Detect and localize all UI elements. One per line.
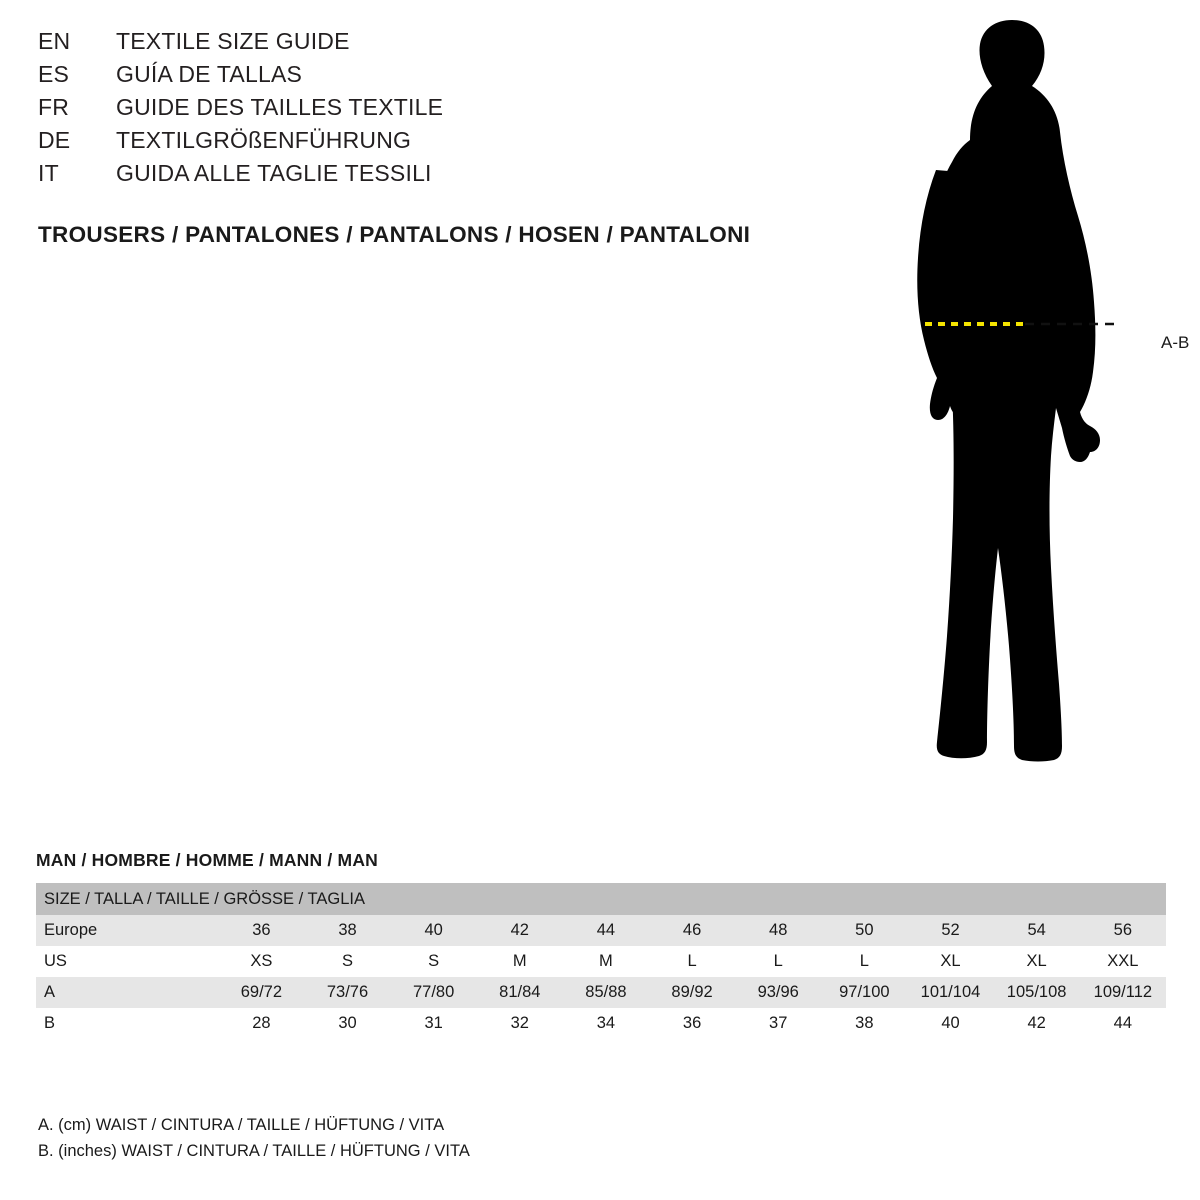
cell: 48 bbox=[735, 915, 821, 946]
cell: 50 bbox=[821, 915, 907, 946]
language-row bbox=[38, 94, 798, 127]
footnote-a: A. (cm) WAIST / CINTURA / TAILLE / HÜFTUNG / VITA bbox=[38, 1116, 445, 1134]
table-caption: MAN / HOMBRE / HOMME / MANN / MAN bbox=[36, 850, 378, 870]
cell: 44 bbox=[1080, 1008, 1166, 1039]
cell: 28 bbox=[218, 1008, 304, 1039]
measure-label-ab: A-B bbox=[1161, 333, 1190, 352]
language-header-block bbox=[38, 28, 798, 193]
cell: 42 bbox=[477, 915, 563, 946]
cell: 97/100 bbox=[821, 977, 907, 1008]
table-row bbox=[36, 1008, 1166, 1039]
garment-type-title: TROUSERS / PANTALONES / PANTALONS / HOSEN / PANTALONI bbox=[38, 222, 751, 247]
table-row bbox=[36, 946, 1166, 977]
language-title: TEXTILGRÖßENFÜHRUNG bbox=[116, 127, 412, 153]
size-table-section bbox=[36, 850, 1166, 1039]
cell: 105/108 bbox=[994, 977, 1080, 1008]
row-label: Europe bbox=[36, 915, 218, 946]
cell: 69/72 bbox=[218, 977, 304, 1008]
footnotes-block bbox=[38, 1112, 838, 1164]
row-label: B bbox=[36, 1008, 218, 1039]
cell: XL bbox=[994, 946, 1080, 977]
cell: M bbox=[477, 946, 563, 977]
cell: 37 bbox=[735, 1008, 821, 1039]
language-title: GUÍA DE TALLAS bbox=[116, 61, 303, 87]
cell: 36 bbox=[649, 1008, 735, 1039]
cell: XL bbox=[907, 946, 993, 977]
cell: 34 bbox=[563, 1008, 649, 1039]
cell: 56 bbox=[1080, 915, 1166, 946]
cell: 89/92 bbox=[649, 977, 735, 1008]
cell: 44 bbox=[563, 915, 649, 946]
language-row bbox=[38, 61, 798, 94]
table-row bbox=[36, 915, 1166, 946]
language-code: ES bbox=[38, 61, 70, 87]
table-header-row bbox=[36, 883, 1166, 915]
cell: 85/88 bbox=[563, 977, 649, 1008]
cell: 38 bbox=[304, 915, 390, 946]
cell: S bbox=[391, 946, 477, 977]
cell: 31 bbox=[391, 1008, 477, 1039]
language-code: EN bbox=[38, 28, 71, 54]
language-row bbox=[38, 160, 798, 193]
cell: 81/84 bbox=[477, 977, 563, 1008]
cell: 93/96 bbox=[735, 977, 821, 1008]
row-label: A bbox=[36, 977, 218, 1008]
cell: XS bbox=[218, 946, 304, 977]
language-row bbox=[38, 127, 798, 160]
language-row bbox=[38, 28, 798, 61]
cell: 32 bbox=[477, 1008, 563, 1039]
cell: 77/80 bbox=[391, 977, 477, 1008]
cell: L bbox=[649, 946, 735, 977]
cell: 101/104 bbox=[907, 977, 993, 1008]
body-silhouette-figure bbox=[820, 20, 1200, 810]
footnote-b: B. (inches) WAIST / CINTURA / TAILLE / HÜFTUNG / VITA bbox=[38, 1142, 470, 1160]
cell: M bbox=[563, 946, 649, 977]
cell: 40 bbox=[907, 1008, 993, 1039]
cell: 46 bbox=[649, 915, 735, 946]
cell: 52 bbox=[907, 915, 993, 946]
language-code: IT bbox=[38, 160, 59, 186]
cell: 38 bbox=[821, 1008, 907, 1039]
row-label: US bbox=[36, 946, 218, 977]
cell: XXL bbox=[1080, 946, 1166, 977]
cell: L bbox=[735, 946, 821, 977]
cell: 30 bbox=[304, 1008, 390, 1039]
cell: 42 bbox=[994, 1008, 1080, 1039]
language-code: FR bbox=[38, 94, 70, 120]
language-code: DE bbox=[38, 127, 71, 153]
cell: 36 bbox=[218, 915, 304, 946]
cell: 109/112 bbox=[1080, 977, 1166, 1008]
cell: L bbox=[821, 946, 907, 977]
man-silhouette-shape bbox=[917, 20, 1100, 762]
table-row bbox=[36, 977, 1166, 1008]
cell: S bbox=[304, 946, 390, 977]
size-table bbox=[36, 883, 1166, 1039]
cell: 40 bbox=[391, 915, 477, 946]
language-title: GUIDA ALLE TAGLIE TESSILI bbox=[116, 160, 432, 186]
language-title: GUIDE DES TAILLES TEXTILE bbox=[116, 94, 444, 120]
size-header-label: SIZE / TALLA / TAILLE / GRÖSSE / TAGLIA bbox=[36, 883, 1166, 915]
cell: 54 bbox=[994, 915, 1080, 946]
cell: 73/76 bbox=[304, 977, 390, 1008]
language-title: TEXTILE SIZE GUIDE bbox=[116, 28, 350, 54]
